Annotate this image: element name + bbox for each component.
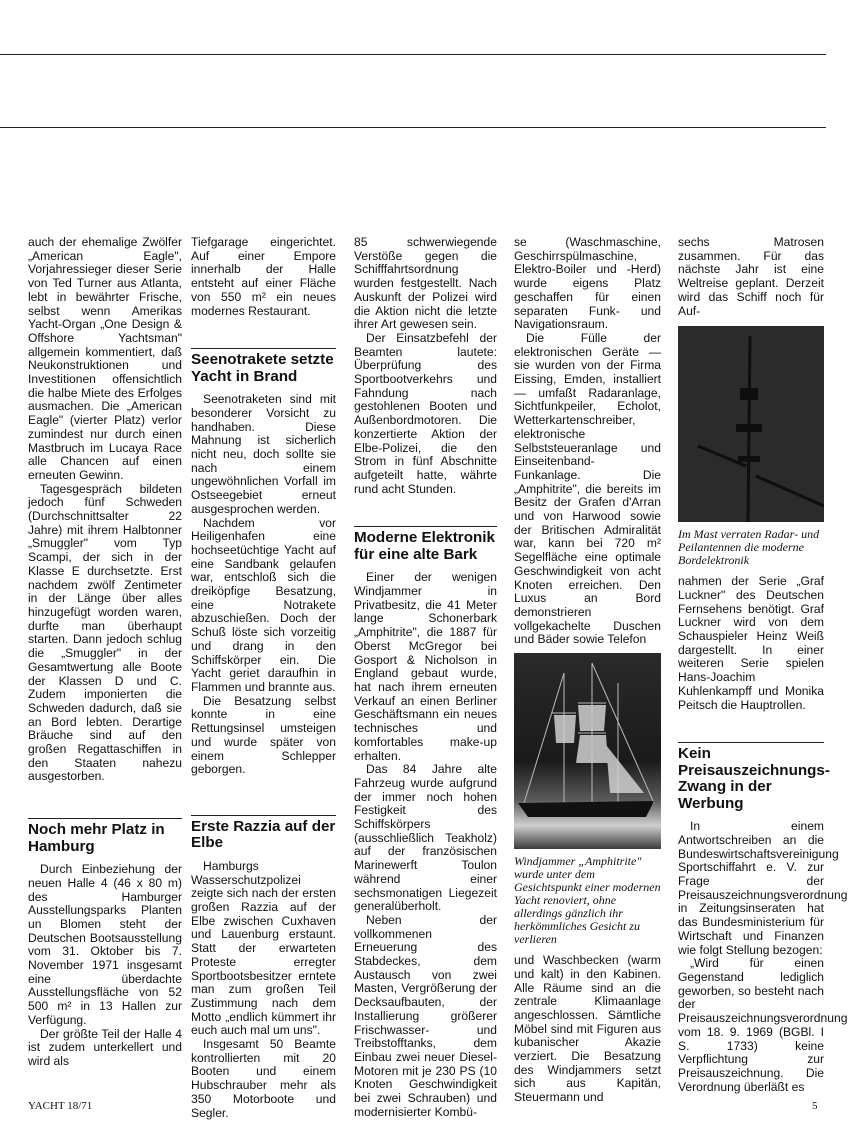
paragraph: Tiefgarage eingerichtet. Auf einer Empore innerhalb der Halle entsteht auf einer Fläche von 550 m² ein neues modernes Restaurant. (191, 235, 336, 318)
photo-caption-mast: Im Mast verraten Radar- und Peilantennen die moderne Bordelektronik (678, 527, 820, 568)
paragraph: Durch Einbeziehung der neuen Halle 4 (46 x 80 m) des Hamburger Ausstellungsparks Planten un Blomen steht der Deutschen Bootsausstellung vom 31. Oktober bis 7. November 1971 insgesamt eine überdachte Ausstellungsfläche von 52 500 m² in 13 Hallen zur Verfügung. (28, 862, 182, 1027)
sailing-ship-icon (514, 653, 661, 849)
top-rule (0, 54, 826, 55)
headline-hamburg: Noch mehr Platz in Hamburg (28, 818, 182, 855)
column-5 (678, 235, 848, 1094)
paragraph: se (Waschmaschine, Geschirrspülmaschine, Elektro-Boiler und -Herd) wurde eigens Platz geschaffen für einen separaten Funk- und Navigationsraum. (514, 235, 661, 332)
headline-elektronik: Moderne Elektronik für eine alte Bark (354, 526, 497, 563)
paragraph: Einer der wenigen Windjammer in Privatbesitz, die 41 Meter lange Schonerbark „Amphitrite", die 1887 für Oberst McGregor bei Gosport & Nicholson in England gebaut wurde, hat nach ihrem erneuten Verkauf an einen Berliner Geschäftsmann ein neues technisches und komfortables make-up erhalten. (354, 570, 497, 763)
windjammer-photo (514, 653, 661, 849)
paragraph: und Waschbecken (warm und kalt) in den Kabinen. Alle Räume sind an die zentrale Klimaanlage angeschlossen. Sämtliche Möbel sind mit Figuren aus kubanischer Akazie verziert. Die Besatzung des Windjammers setzt sich aus Kapitän, Steuermann und (514, 953, 661, 1105)
column-2 (191, 236, 336, 1120)
headline-preisauszeichnung: Kein Preisauszeichnungs-Zwang in der Werbung (678, 742, 824, 812)
paragraph: Hamburgs Wasserschutzpolizei zeigte sich nach der ersten großen Razzia auf der Elbe zwischen Cuxhaven und Lauenburg erstaunt. Statt der erwarteten Proteste erregter Sportbootsbesitzer erntete man zum großen Teil Zustimmung nach dem Motto „endlich kümmert ihr euch auch mal um uns". (191, 858, 336, 1038)
paragraph: Insgesamt 50 Beamte kontrollierten mit 20 Booten und einem Hubschrauber mehr als 350 Motorboote und Segler. (191, 1037, 336, 1120)
second-rule (0, 127, 826, 128)
paragraph: nahmen der Serie „Graf Luckner" des Deutschen Fernsehens benötigt. Graf Luckner wird von dem Schauspieler Heinz Weiß dargestellt. In einer weiteren Serie spielen Hans-Joachim Kuhlenkampff und Monika Peitsch die Hauptrollen. (678, 574, 824, 712)
paragraph: Tagesgespräch bildeten jedoch fünf Schweden (Durchschnittsalter 22 Jahre) mit ihrem Halbtonner „Smuggler" vom Typ Scampi, der sich in der Klasse E durchsetzte. Erst nachdem zwölf Zentimeter in der Länge über alles hinzugefügt worden waren, durfte man überhaupt starten. Dann jedoch schlug die „Smuggler" in der Gesamtwertung alle Boote der Klassen D und C. Zudem imponierten die Schweden dadurch, daß sie an Bord lebten. Derartige Bräuche sind auf den großen Regattaschiffen in den Staaten nahezu ausgestorben. (28, 481, 182, 784)
paragraph: Die Besatzung selbst konnte in eine Rettungsinsel umsteigen und wurde später von einem Schlepper geborgen. (191, 693, 336, 777)
paragraph: Neben der vollkommenen Erneuerung des Stabdeckes, dem Austausch von zwei Masten, Vergrößerung der Decksaufbauten, der Installierung größerer Frischwasser- und Treibstofftanks, dem Einbau zwei neuer Diesel-Motoren mit je 230 PS (10 Knoten Geschwindigkeit bei zwei Schrauben) und modernisierter Kombü- (354, 912, 497, 1119)
photo-caption-windjammer: Windjammer „Amphitrite" wurde unter dem Gesichtspunkt einer modernen Yacht renoviert, ohne allerdings gänzlich ihr herkömmliches Gesicht zu verlieren (514, 854, 661, 947)
footer-page-number: 5 (812, 1100, 818, 1112)
paragraph: Der größte Teil der Halle 4 ist zudem unterkellert und wird als (28, 1026, 182, 1068)
paragraph: „Wird für einen Gegenstand lediglich geworben, so besteht nach der Preisauszeichnungsverordnung vom 18. 9. 1969 (BGBl. I S. 1733) keine Verpflichtung zur Preisauszeichnung. Die Verordnung überläßt es (678, 956, 848, 1094)
column-4 (514, 236, 661, 1105)
headline-razzia: Erste Razzia auf der Elbe (191, 815, 336, 852)
paragraph: Nachdem vor Heiligenhafen eine hochseetüchtige Yacht auf eine Sandbank gelaufen war, entschloß sich die dreiköpfige Besatzung, eine Notrakete abzuschießen. Doch der Schuß löste sich vorzeitig und drang in den Schiffskörper ein. Die Yacht geriet daraufhin in Flammen und brannte aus. (191, 515, 336, 694)
mast-antenna-icon (678, 326, 824, 522)
paragraph: Die Fülle der elektronischen Geräte — sie wurden von der Firma Eissing, Emden, installiert — umfaßt Radaranlage, Sichtfunkpeiler, Echolot, Wetterkartenschreiber, elektronische Selbststeueranlage und Einseitenband-Funkanlage. Die „Amphitrite", die bereits im Besitz der Grafen d'Arran und von Harwood sowie der Britischen Admiralität war, kann bei 720 m² Segelfläche eine optimale Geschwindigkeit von acht Knoten erreichen. Den Luxus an Bord demonstrieren vollgekachelte Duschen und Bäder sowie Telefon (514, 330, 661, 647)
paragraph: auch der ehemalige Zwölfer „American Eagle", Vorjahressieger dieser Serie von Ted Turner aus Atlanta, lebt in bewährter Frische, selbst wenn Amerikas Yacht-Organ „One Design & Offshore Yachtsman" allgemein kommentiert, daß Neukonstruktionen und Investitionen offensichtlich die halbe Miete des Erfolges ausmachen. Die „American Eagle" (vierter Platz) verlor zumindest nur durch einen Mastbruch im Lucaya Race alle Chancen auf einen erneuten Gewinn. (28, 235, 182, 482)
paragraph: sechs Matrosen zusammen. Für das nächste Jahr ist eine Weltreise geplant. Derzeit wird das Schiff noch für Auf- (678, 235, 824, 318)
headline-seenotrakete: Seenotrakete setzte Yacht in Brand (191, 348, 336, 385)
paragraph: Seenotraketen sind mit besonderer Vorsicht zu handhaben. Diese Mahnung ist sicherlich nicht neu, doch sollte sie nach einem ungewöhnlichen Vorfall im Ostseegebiet erneut ausgesprochen werden. (191, 392, 336, 516)
column-1 (28, 236, 182, 1069)
paragraph: Der Einsatzbefehl der Beamten lautete: Überprüfung des Sportbootverkehrs und Fahndung nach gestohlenen Booten und Außenbordmotoren. Die konzertierte Aktion der Elbe-Polizei, die den Strom in fünf Abschnitte aufgeteilt hatte, währte rund acht Stunden. (354, 330, 497, 496)
paragraph: Das 84 Jahre alte Fahrzeug wurde aufgrund der immer noch hohen Festigkeit des Schiffskörpers (ausschließlich Teakholz) auf der französischen Marinewerft Toulon während einer sechsmonatigen Liegezeit generalüberholt. (354, 762, 497, 914)
paragraph: 85 schwerwiegende Verstöße gegen die Schifffahrtsordnung wurden festgestellt. Nach Auskunft der Polizei wird die Aktion nicht die letzte ihrer Art gewesen sein. (354, 235, 497, 332)
column-3 (354, 236, 497, 1119)
paragraph: In einem Antwortschreiben an die Bundeswirtschaftsvereinigung Sportschiffahrt e. V. zur Frage der Preisauszeichnungsverordnung in Zeitungsinseraten hat das Bundesministerium für Wirtschaft und Finanzen wie folgt Stellung bezogen: (678, 819, 848, 957)
mast-photo (678, 326, 824, 522)
footer-issue: YACHT 18/71 (28, 1100, 93, 1112)
